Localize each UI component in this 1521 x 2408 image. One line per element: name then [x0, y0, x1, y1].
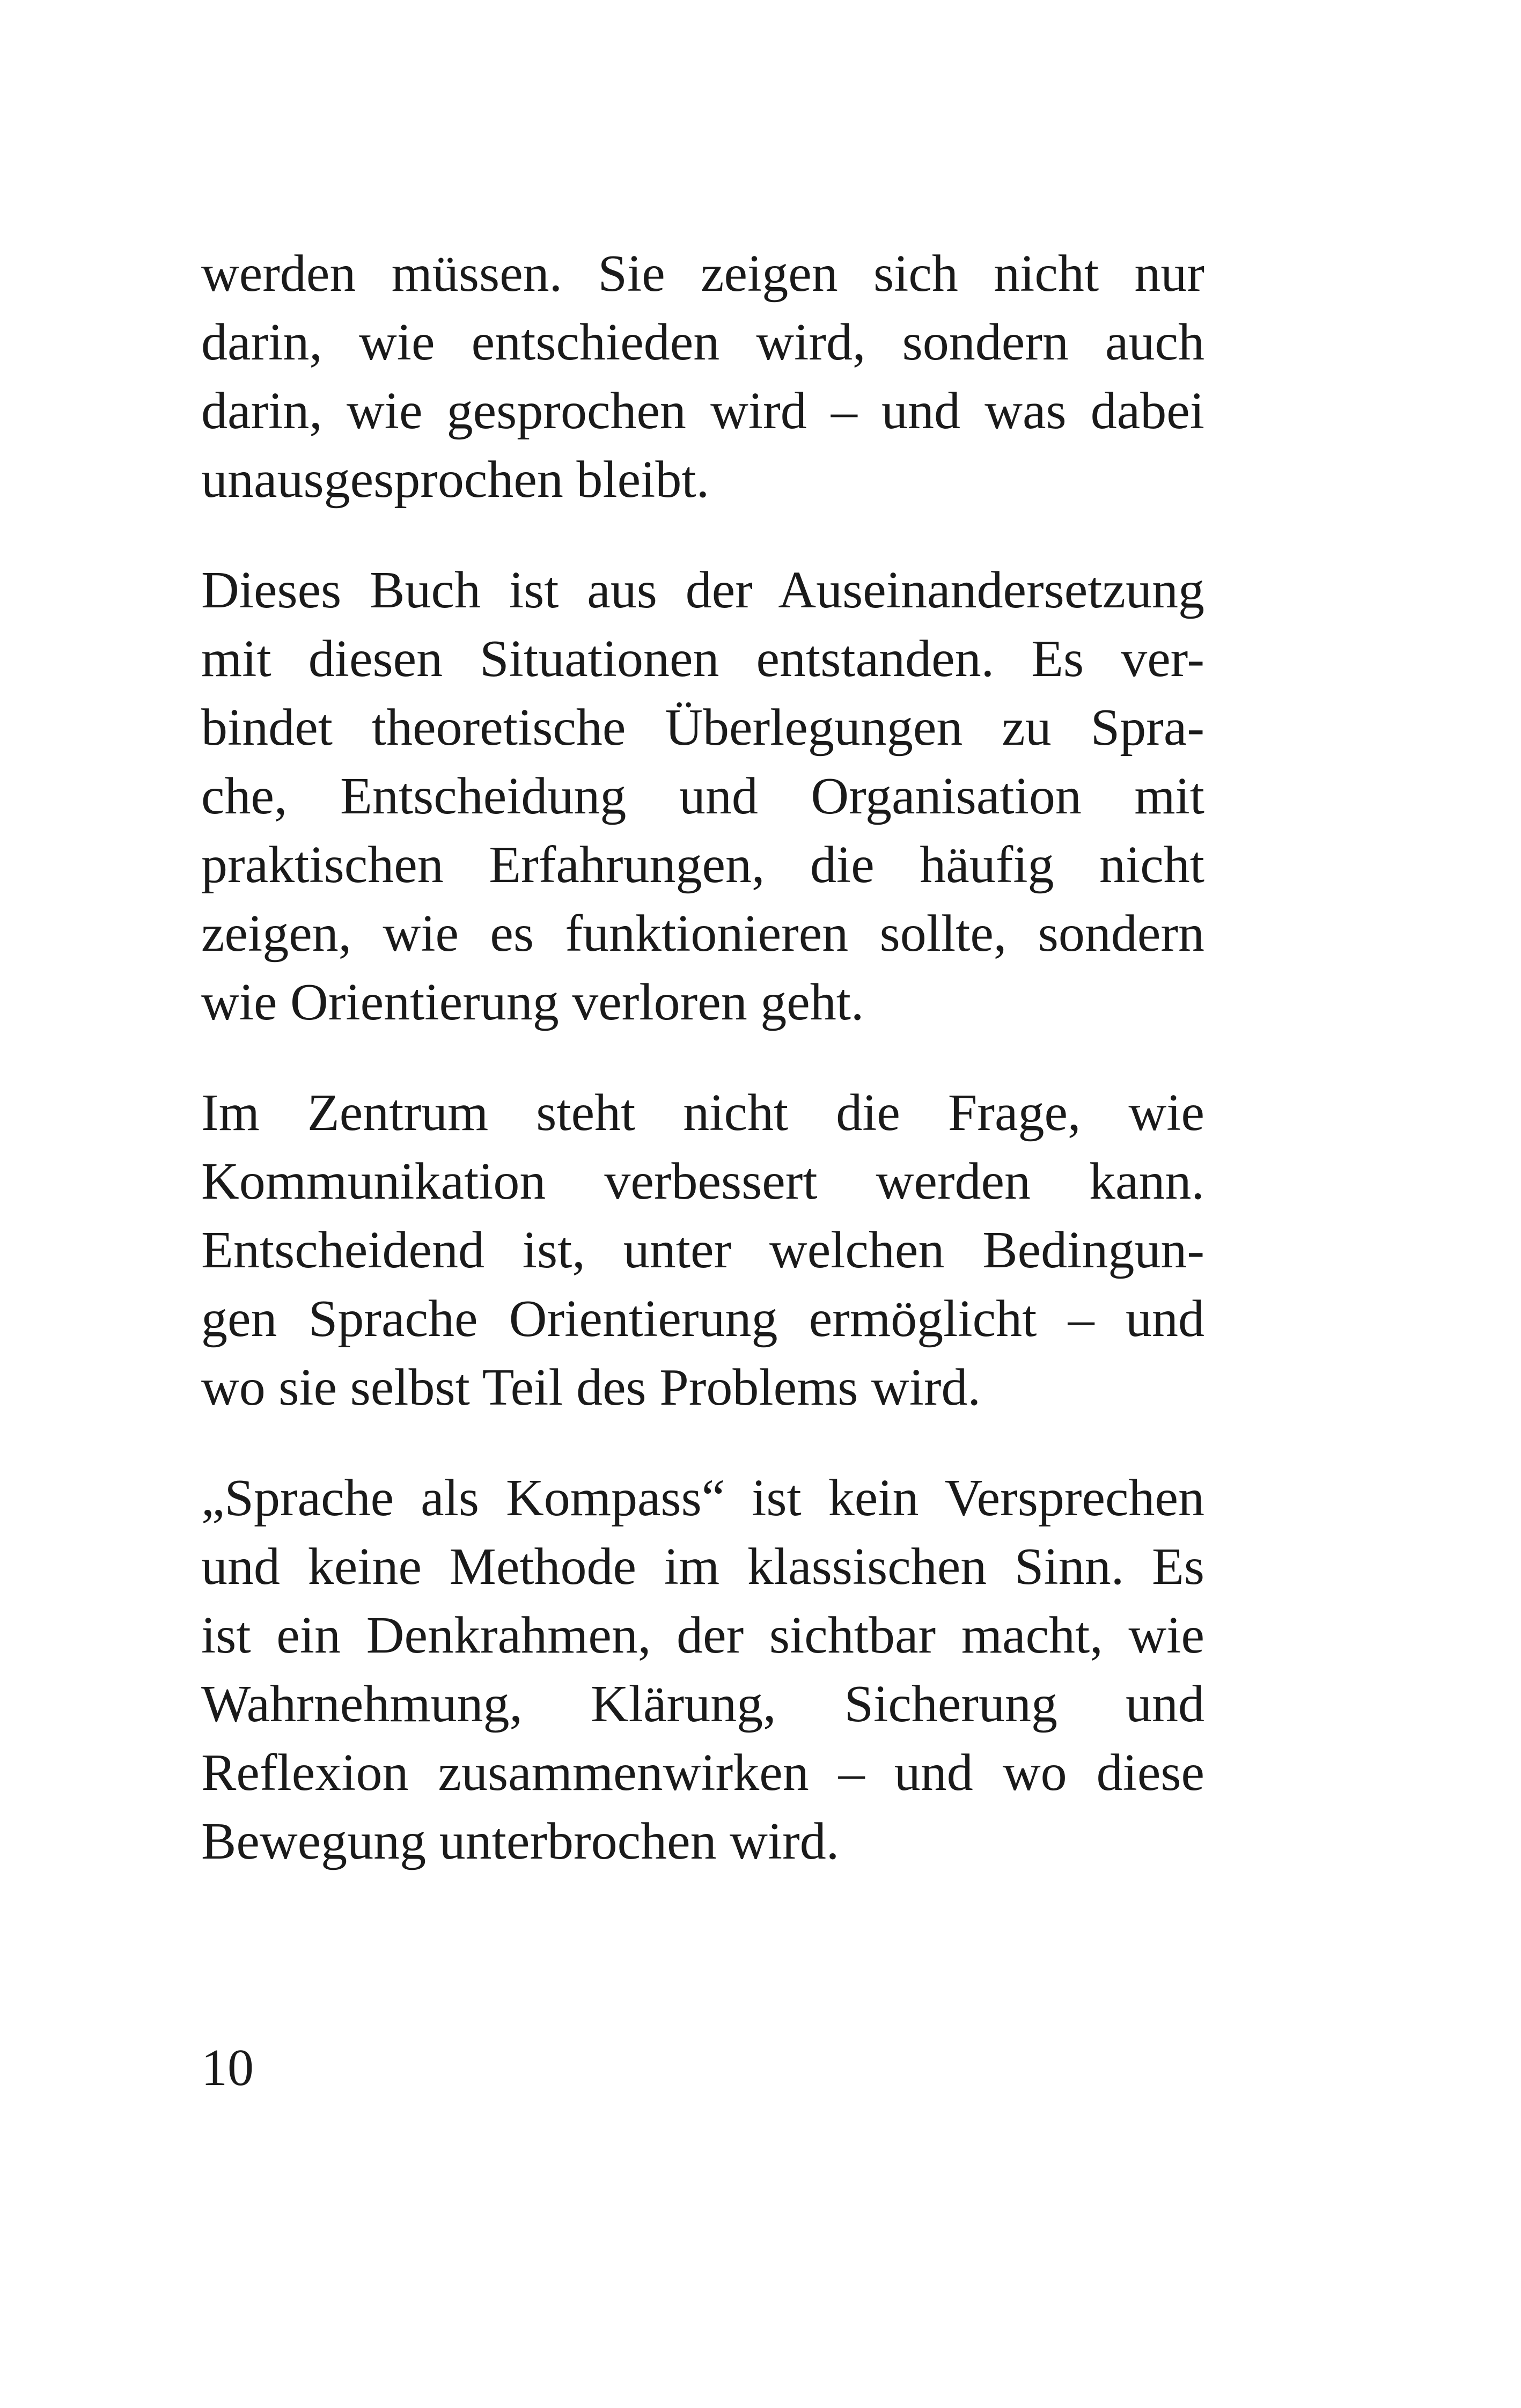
text-line: darin, wie entschieden wird, sondern auch	[201, 313, 1204, 371]
page-number: 10	[201, 2039, 254, 2097]
text-line: Wahrnehmung, Klärung, Sicherung und	[201, 1675, 1204, 1733]
text-line: Kommunikation verbessert werden kann.	[201, 1152, 1204, 1210]
text-line: Reflexion zusammenwirken – und wo diese	[201, 1744, 1204, 1802]
text-line: Bewegung unterbrochen wird.	[201, 1812, 840, 1870]
body-text	[201, 239, 1204, 1918]
text-line: zeigen, wie es funktionieren sollte, sondern	[201, 905, 1204, 963]
text-line: unausgesprochen bleibt.	[201, 451, 710, 509]
text-line: wie Orientierung verloren geht.	[201, 973, 864, 1031]
text-line: Im Zentrum steht nicht die Frage, wie	[201, 1084, 1204, 1142]
text-line: ist ein Denkrahmen, der sichtbar macht, wie	[201, 1606, 1204, 1664]
text-line: bindet theoretische Überlegungen zu Spra-	[201, 699, 1204, 757]
paragraph-3	[201, 1078, 1204, 1422]
text-line: „Sprache als Kompass“ ist kein Versprechen	[201, 1469, 1204, 1527]
text-line: che, Entscheidung und Organisation mit	[201, 767, 1204, 825]
text-line: wo sie selbst Teil des Problems wird.	[201, 1359, 981, 1416]
text-line: und keine Methode im klassischen Sinn. Es	[201, 1538, 1204, 1596]
text-line: praktischen Erfahrungen, die häufig nicht	[201, 836, 1204, 894]
text-line: mit diesen Situationen entstanden. Es ver-	[201, 630, 1204, 688]
paragraph-2	[201, 556, 1204, 1037]
paragraph-4	[201, 1464, 1204, 1876]
text-line: werden müssen. Sie zeigen sich nicht nur	[201, 245, 1204, 303]
paragraph-1	[201, 239, 1204, 514]
text-line: Entscheidend ist, unter welchen Bedingun-	[201, 1221, 1204, 1279]
text-line: gen Sprache Orientierung ermöglicht – und	[201, 1290, 1204, 1348]
text-line: Dieses Buch ist aus der Auseinandersetzung	[201, 561, 1204, 619]
text-line: darin, wie gesprochen wird – und was dabei	[201, 382, 1204, 440]
